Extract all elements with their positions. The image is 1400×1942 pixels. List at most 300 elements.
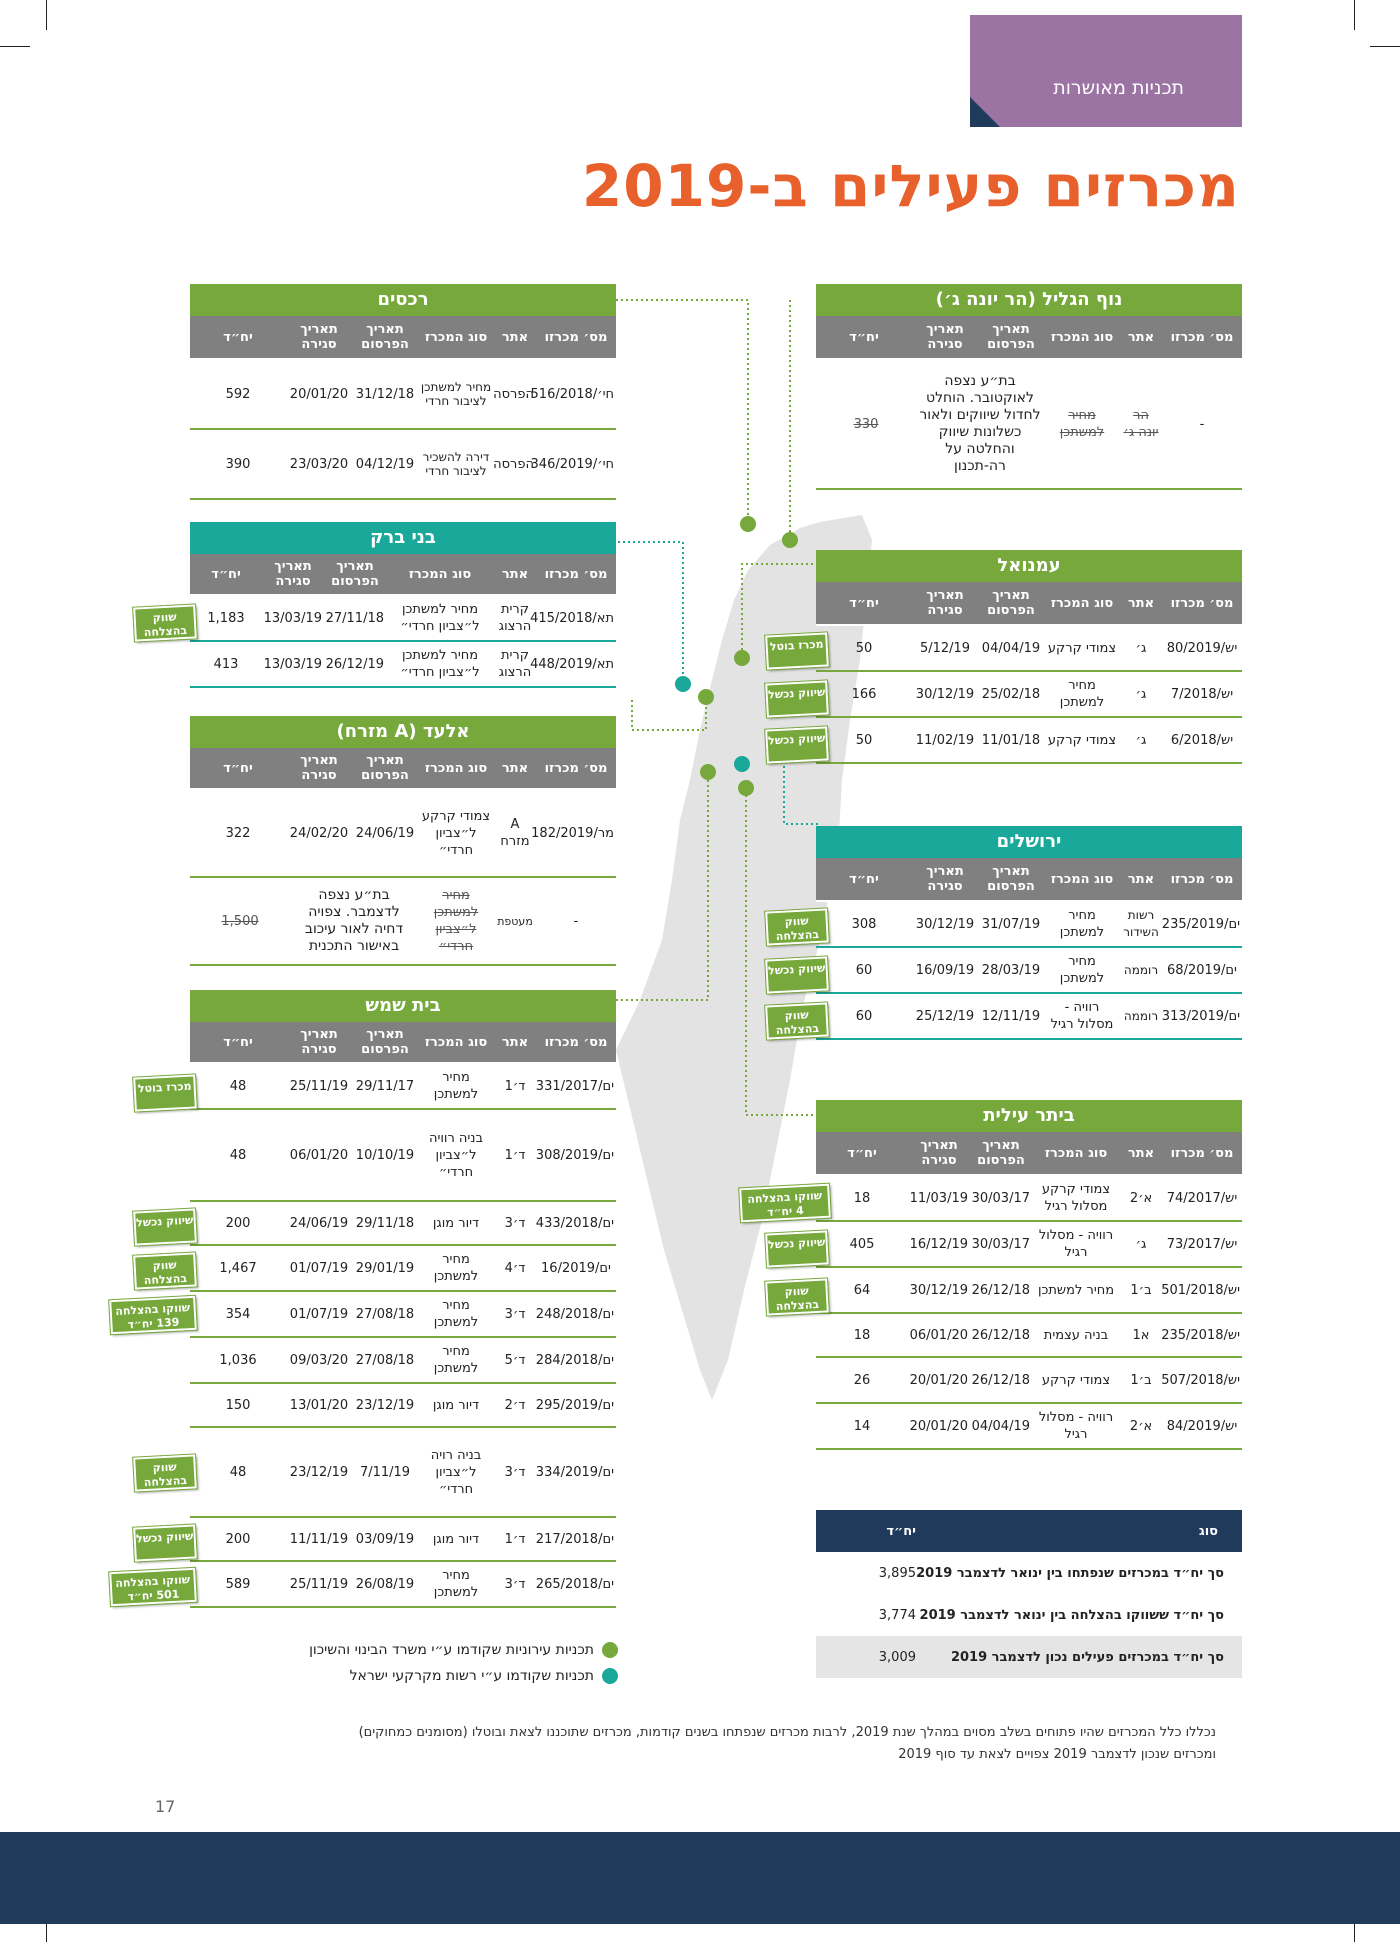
cell-num: תא/415/2018 (530, 610, 614, 626)
col-units: יח״ד (211, 566, 241, 582)
cell-close: 30/12/19 (915, 916, 975, 932)
cell-num: ים/295/2019 (535, 1397, 614, 1413)
cell-num: מר/182/2019 (531, 825, 614, 841)
cell-pub: 31/12/18 (355, 386, 415, 402)
page-number: 17 (155, 1797, 176, 1816)
cell-close: 20/01/20 (289, 386, 349, 402)
cell-num: יש/84/2019 (1166, 1418, 1238, 1434)
cell-num: יש/501/2018 (1161, 1282, 1240, 1298)
table-row (816, 1404, 1242, 1450)
table-row (190, 878, 616, 966)
table-title: נוף הגליל (הר יונה ג׳) (816, 284, 1242, 316)
cell-units: 26 (853, 1372, 871, 1388)
cell-type: צמודי קרקע (1047, 640, 1117, 656)
col-type: סוג המכרז (424, 329, 488, 345)
col-type: סוג המכרז (408, 566, 472, 582)
cell-num: יש/507/2018 (1161, 1372, 1240, 1388)
cell-site: ג׳ (1135, 686, 1147, 702)
cell-units: 18 (853, 1190, 871, 1206)
cell-num: ים/331/2017 (535, 1078, 614, 1094)
cell-site: רשות השידור (1123, 908, 1159, 939)
cell-type: רוויה - מסלול רגיל (1050, 1000, 1114, 1032)
cell-site: ב׳1 (1130, 1282, 1152, 1298)
table-jerusalem (816, 826, 1242, 1040)
cell-site: הפרסה (493, 386, 534, 402)
cell-pub: 27/08/18 (355, 1352, 415, 1368)
status-badge: שווקו בהצלחה 4 יח״ד (739, 1184, 831, 1223)
cell-pub: 25/02/18 (981, 686, 1041, 702)
table-row (190, 360, 616, 430)
table-elad (190, 716, 616, 966)
status-badge: שיווק נכשל (133, 1524, 197, 1561)
cell-pub: 03/09/19 (355, 1531, 415, 1547)
cell-type: מחיר למשתכן (433, 1568, 479, 1600)
teal-dot-icon (602, 1668, 618, 1684)
col-site: אתר (501, 760, 529, 776)
col-close: תאריך סגירה (300, 1027, 338, 1057)
cell-close: 25/11/19 (289, 1576, 349, 1592)
col-type: סוג המכרז (1044, 1145, 1108, 1161)
col-site: אתר (1127, 595, 1155, 611)
cell-close: 5/12/19 (919, 640, 971, 656)
table-row (816, 1314, 1242, 1358)
cell-type: מחיר למשתכן ל״צביון חרדי״ (400, 648, 480, 680)
cell-type: צמודי קרקע (1047, 732, 1117, 748)
table-row (190, 1562, 616, 1608)
col-type: סוג המכרז (1050, 595, 1114, 611)
cell-num: ים/265/2018 (535, 1576, 614, 1592)
status-badge: שווק בהצלחה (133, 604, 197, 641)
table-row (190, 790, 616, 878)
cell-type: מחיר למשתכן (433, 1252, 479, 1284)
cell-type: רוויה - מסלול רגיל (1038, 1410, 1114, 1442)
cell-units: 50 (855, 732, 873, 748)
col-pub: תאריך הפרסום (987, 588, 1035, 618)
cell-note: בת״ע נצפה לאוקטובר. הוחלט לחדול שיווקים ולאור כשלונות שיווק והחלטה על רה-תכנון (919, 373, 1041, 474)
table-header (190, 316, 616, 360)
col-units: יח״ד (223, 329, 253, 345)
cell-close: 24/02/20 (289, 825, 349, 841)
cell-site: א׳2 (1129, 1418, 1153, 1434)
table-row (190, 430, 616, 500)
col-pub: תאריך הפרסום (361, 1027, 409, 1057)
cell-pub: 24/06/19 (355, 825, 415, 841)
cell-num: ים/235/2019 (1161, 916, 1240, 932)
table-row (816, 672, 1242, 718)
cell-units: 308 (851, 916, 877, 932)
bottom-bar (0, 1832, 1400, 1924)
cell-pub: 26/12/19 (325, 656, 384, 672)
col-num: מס׳ מכרזו (1170, 329, 1234, 345)
summary-col-type: סוג (1198, 1523, 1218, 1539)
cell-site: ג׳ (1135, 732, 1147, 748)
summary-label: סך יח״ד במכרזים שנפתחו בין ינואר לדצמבר 2019 (916, 1565, 1224, 1581)
cell-num: תא/448/2019 (530, 656, 614, 672)
cell-close: 06/01/20 (289, 1147, 349, 1163)
cell-site: ד׳1 (504, 1078, 526, 1094)
cell-num: חי׳/346/2019 (530, 456, 614, 472)
cell-site: קרית הרצוג (498, 602, 532, 634)
col-units: יח״ד (223, 1034, 253, 1050)
summary-label: סך יח״ד ששווקו בהצלחה בין ינואר לדצמבר 2019 (919, 1607, 1224, 1623)
cell-units: 166 (851, 686, 877, 702)
cell-close: 01/07/19 (289, 1306, 349, 1322)
col-num: מס׳ מכרזו (1170, 595, 1234, 611)
summary-value: 3,009 (878, 1649, 916, 1665)
status-badge: מכרז בוטל (765, 632, 829, 669)
cell-type: צמודי קרקע (1041, 1372, 1111, 1388)
cell-units: 589 (225, 1576, 251, 1592)
cell-units: 48 (229, 1147, 247, 1163)
cell-close: 01/07/19 (289, 1260, 349, 1276)
cell-num: ים/334/2019 (535, 1464, 614, 1480)
status-badge: שיווק נכשל (765, 1230, 829, 1267)
table-header (816, 316, 1242, 360)
summary-header (816, 1510, 1242, 1552)
cell-pub: 23/12/19 (355, 1397, 415, 1413)
cell-units: 48 (229, 1078, 247, 1094)
cell-num: ים/313/2019 (1161, 1008, 1240, 1024)
col-close: תאריך סגירה (926, 588, 964, 618)
cell-pub: 30/03/17 (971, 1190, 1030, 1206)
map-marker (738, 780, 754, 796)
cell-units: 413 (213, 656, 239, 672)
table-emanuel (816, 550, 1242, 764)
cell-units: 330 (853, 416, 879, 432)
cell-type: מחיר למשתכן (1059, 954, 1105, 986)
table-rechasim (190, 284, 616, 500)
cell-close: 13/03/19 (263, 656, 322, 672)
cell-type: דיור מוגן (432, 1531, 480, 1547)
cell-close: 13/01/20 (289, 1397, 349, 1413)
col-pub: תאריך הפרסום (977, 1138, 1025, 1168)
summary-row (816, 1594, 1242, 1636)
cell-units: 1,036 (219, 1352, 257, 1368)
cell-type: מחיר למשתכן (1037, 1282, 1115, 1298)
cell-type: בניה רויה ל״צביון חרדי״ (430, 1447, 482, 1497)
cell-site: מעטפת (497, 914, 533, 928)
cell-site: הר יונה ג׳ (1123, 408, 1159, 440)
cell-close: 25/11/19 (289, 1078, 349, 1094)
cell-type: דירה להשכיר לציבור חרדי (422, 450, 490, 478)
summary-col-units: יח״ד (886, 1523, 916, 1539)
cell-units: 18 (853, 1327, 871, 1343)
col-site: אתר (1127, 871, 1155, 887)
footnote (176, 1722, 1216, 1766)
col-pub: תאריך הפרסום (361, 322, 409, 352)
cell-units: 14 (853, 1418, 871, 1434)
cell-units: 322 (225, 825, 251, 841)
cell-close: 23/12/19 (289, 1464, 349, 1480)
legend-item-green (309, 1642, 618, 1658)
cell-close: 25/12/19 (915, 1008, 975, 1024)
table-row (190, 1064, 616, 1110)
table-header (816, 858, 1242, 902)
cell-pub: 30/03/17 (971, 1236, 1030, 1252)
cell-type: צמודי קרקע מסלול רגיל (1041, 1182, 1111, 1214)
col-units: יח״ד (223, 760, 253, 776)
status-badge: שווק בהצלחה (765, 908, 829, 945)
col-pub: תאריך הפרסום (361, 753, 409, 783)
col-site: אתר (501, 329, 529, 345)
cell-units: 1,467 (219, 1260, 257, 1276)
table-row (190, 1428, 616, 1518)
cell-num: - (573, 913, 579, 929)
table-row (816, 1268, 1242, 1314)
table-header (816, 1132, 1242, 1176)
cell-num: ים/433/2018 (535, 1215, 614, 1231)
cell-type: מחיר למשתכן (433, 1298, 479, 1330)
cell-units: 200 (225, 1531, 251, 1547)
cell-close: 30/12/19 (915, 686, 975, 702)
cell-units: 1,183 (207, 610, 245, 626)
cell-site: ג׳ (1135, 1236, 1147, 1252)
cell-num: ים/308/2019 (535, 1147, 614, 1163)
col-close: תאריך סגירה (300, 753, 338, 783)
footnote-line: נכללו כלל המכרזים שהיו פתוחים בשלב מסוים במהלך שנת 2019, לרבות מכרזים שנפתחו בשנים קודמות, מכרזים שתוכננו לצאת ובוטלו (מסומנים כמחוקים) (358, 1725, 1216, 1740)
table-row (190, 1246, 616, 1292)
status-badge: שווקו בהצלחה 501 יח״ד (109, 1568, 197, 1606)
cell-site: ד׳3 (504, 1306, 526, 1322)
table-header (190, 554, 616, 596)
cell-num: ים/284/2018 (535, 1352, 614, 1368)
table-row (190, 596, 616, 642)
cell-units: 354 (225, 1306, 251, 1322)
col-site: אתר (1127, 329, 1155, 345)
cell-close: 09/03/20 (289, 1352, 349, 1368)
cell-type: בניה רוויה ל״צביון חרדי״ (428, 1130, 484, 1180)
cell-type: מחיר למשתכן לציבור חרדי (420, 380, 492, 408)
map-marker (782, 532, 798, 548)
cell-num: ים/248/2018 (535, 1306, 614, 1322)
cell-site: ב׳1 (1130, 1372, 1152, 1388)
cell-site: ד׳5 (504, 1352, 526, 1368)
col-close: תאריך סגירה (274, 559, 312, 589)
status-badge: שיווק נכשל (765, 680, 829, 717)
cell-close: 20/01/20 (909, 1418, 968, 1434)
status-badge: שווקו בהצלחה 139 יח״ד (109, 1296, 197, 1334)
summary-value: 3,895 (878, 1565, 916, 1581)
col-pub: תאריך הפרסום (331, 559, 379, 589)
cell-pub: 26/08/19 (355, 1576, 415, 1592)
page-title: מכרזים פעילים ב-2019 (581, 152, 1240, 220)
legend-label: תכניות שקודמו ע״י רשות מקרקעי ישראל (349, 1668, 594, 1684)
cell-site: הפרסה (493, 456, 534, 472)
col-num: מס׳ מכרזו (1170, 871, 1234, 887)
table-row (190, 1338, 616, 1384)
cell-close: 20/01/20 (909, 1372, 968, 1388)
cell-units: 405 (849, 1236, 875, 1252)
table-bnei-brak (190, 522, 616, 688)
summary-label: סך יח״ד במכרזים פעילים נכון לדצמבר 2019 (950, 1649, 1224, 1665)
map-marker (734, 650, 750, 666)
cell-units: 592 (225, 386, 251, 402)
col-pub: תאריך הפרסום (987, 864, 1035, 894)
col-close: תאריך סגירה (926, 864, 964, 894)
cell-close: 16/09/19 (915, 962, 975, 978)
cell-pub: 29/11/18 (355, 1215, 415, 1231)
col-num: מס׳ מכרזו (544, 329, 608, 345)
cell-close: 11/02/19 (915, 732, 975, 748)
cell-num: ים/16/2019 (541, 1260, 611, 1276)
green-dot-icon (602, 1642, 618, 1658)
cell-close: 23/03/20 (289, 456, 349, 472)
col-pub: תאריך הפרסום (987, 322, 1035, 352)
status-badge: שווק בהצלחה (765, 1002, 829, 1039)
cell-site: ד׳3 (504, 1576, 526, 1592)
status-badge: שיווק נכשל (765, 726, 829, 763)
summary-row (816, 1552, 1242, 1594)
cell-site: רוממה (1123, 1008, 1159, 1023)
table-row (816, 1222, 1242, 1268)
cell-units: 60 (855, 962, 873, 978)
cell-type: מחיר למשתכן (433, 1344, 479, 1376)
cell-pub: 26/12/18 (971, 1327, 1030, 1343)
table-title: בני ברק (190, 522, 616, 554)
cell-units: 50 (855, 640, 873, 656)
table-title: רכסים (190, 284, 616, 316)
summary-table (816, 1510, 1242, 1678)
cell-type: צמודי קרקע ל״צביון חרדי״ (421, 808, 491, 858)
map-marker (675, 676, 691, 692)
table-row (816, 718, 1242, 764)
cell-site: א׳2 (1129, 1190, 1153, 1206)
cell-close: 16/12/19 (909, 1236, 968, 1252)
status-badge: שווק בהצלחה (765, 1278, 829, 1315)
col-units: יח״ד (849, 595, 879, 611)
table-beitar-illit (816, 1100, 1242, 1450)
col-type: סוג המכרז (1050, 871, 1114, 887)
cell-type: מחיר למשתכן (1059, 678, 1105, 710)
legend-item-teal (350, 1668, 618, 1684)
cell-close: 24/06/19 (289, 1215, 349, 1231)
col-units: יח״ד (849, 871, 879, 887)
table-row (816, 948, 1242, 994)
cell-pub: 11/01/18 (981, 732, 1041, 748)
cell-num: יש/235/2018 (1161, 1327, 1240, 1343)
cell-note: בת״ע נצפה לדצמבר. צפויה דחיה לאור עיכוב באישור התכנית (304, 887, 404, 954)
cell-pub: 27/11/18 (325, 610, 384, 626)
table-header (190, 1022, 616, 1064)
table-row (816, 1358, 1242, 1404)
table-title: אלעד (A מזרח) (190, 716, 616, 748)
cell-pub: 26/12/18 (971, 1282, 1030, 1298)
col-close: תאריך סגירה (300, 322, 338, 352)
col-num: מס׳ מכרזו (1170, 1145, 1234, 1161)
col-num: מס׳ מכרזו (544, 760, 608, 776)
table-row (816, 626, 1242, 672)
col-type: סוג המכרז (424, 760, 488, 776)
table-row (190, 642, 616, 688)
cell-pub: 28/03/19 (981, 962, 1041, 978)
cell-num: יש/74/2017 (1166, 1190, 1238, 1206)
cell-pub: 12/11/19 (981, 1008, 1041, 1024)
cell-site: א1 (1132, 1327, 1150, 1343)
cell-type: מחיר למשתכן (433, 1070, 479, 1102)
map-marker (698, 689, 714, 705)
summary-row (816, 1636, 1242, 1678)
cell-type: רוויה - מסלול רגיל (1038, 1228, 1114, 1260)
cell-num: ים/68/2019 (1167, 962, 1237, 978)
col-units: יח״ד (849, 329, 879, 345)
table-row (190, 1202, 616, 1246)
col-site: אתר (501, 566, 529, 582)
cell-units: 64 (853, 1282, 871, 1298)
table-row (816, 360, 1242, 490)
cell-units: 48 (229, 1464, 247, 1480)
cell-site: ד׳3 (504, 1215, 526, 1231)
status-badge: שווק בהצלחה (133, 1252, 197, 1289)
cell-type: מחיר למשתכן ל״צביון חרדי״ (400, 602, 480, 634)
table-row (190, 1518, 616, 1562)
cell-units: 200 (225, 1215, 251, 1231)
cell-site: ד׳3 (504, 1464, 526, 1480)
cell-pub: 27/08/18 (355, 1306, 415, 1322)
cell-num: ים/217/2018 (535, 1531, 614, 1547)
table-row (816, 1176, 1242, 1222)
cell-pub: 31/07/19 (981, 916, 1041, 932)
col-units: יח״ד (847, 1145, 877, 1161)
cell-pub: 04/04/19 (981, 640, 1041, 656)
legend-label: תכניות עירוניות שקודמו ע״י משרד הבינוי והשיכון (309, 1642, 594, 1658)
table-title: ירושלים (816, 826, 1242, 858)
status-badge: שיווק נכשל (133, 1208, 197, 1245)
cell-num: יש/73/2017 (1166, 1236, 1238, 1252)
cell-site: ד׳4 (504, 1260, 526, 1276)
col-site: אתר (501, 1034, 529, 1050)
table-nof-hagalil (816, 284, 1242, 490)
status-badge: שווק בהצלחה (133, 1454, 197, 1491)
cell-pub: 26/12/18 (971, 1372, 1030, 1388)
cell-num: יש/6/2018 (1170, 732, 1234, 748)
footnote-line: ומכרזים שנכון לדצמבר 2019 צפויים לצאת עד סוף 2019 (898, 1747, 1216, 1762)
table-title: ביתר עילית (816, 1100, 1242, 1132)
summary-value: 3,774 (878, 1607, 916, 1623)
table-row (190, 1292, 616, 1338)
table-header (816, 582, 1242, 626)
cell-site: קרית הרצוג (498, 648, 532, 680)
table-title: עמנואל (816, 550, 1242, 582)
table-row (190, 1384, 616, 1428)
cell-site: ד׳2 (504, 1397, 526, 1413)
map-marker (734, 756, 750, 772)
cell-close: 11/11/19 (289, 1531, 349, 1547)
map-marker (740, 516, 756, 532)
cell-close: 13/03/19 (263, 610, 322, 626)
cell-type: דיור מוגן (432, 1215, 480, 1231)
cell-units: 1,500 (221, 913, 259, 929)
table-beit-shemesh (190, 990, 616, 1608)
cell-type: מחיר למשתכן ל״צביון חרדי״ (433, 888, 479, 954)
col-num: מס׳ מכרזו (544, 566, 608, 582)
cell-pub: 7/11/19 (359, 1464, 411, 1480)
section-label: תכניות מאושרות (1053, 77, 1184, 99)
table-header (190, 748, 616, 790)
table-row (816, 994, 1242, 1040)
cell-num: - (1199, 416, 1205, 432)
cell-close: 30/12/19 (909, 1282, 968, 1298)
col-site: אתר (1127, 1145, 1155, 1161)
cell-type: בניה עצמית (1043, 1327, 1109, 1343)
cell-pub: 29/01/19 (355, 1260, 415, 1276)
table-row (816, 902, 1242, 948)
cell-close: 06/01/20 (909, 1327, 968, 1343)
cell-type: מחיר למשתכן (1059, 408, 1105, 440)
cell-units: 150 (225, 1397, 251, 1413)
col-type: סוג המכרז (424, 1034, 488, 1050)
status-badge: שיווק נכשל (765, 956, 829, 993)
cell-close: 11/03/19 (909, 1190, 968, 1206)
